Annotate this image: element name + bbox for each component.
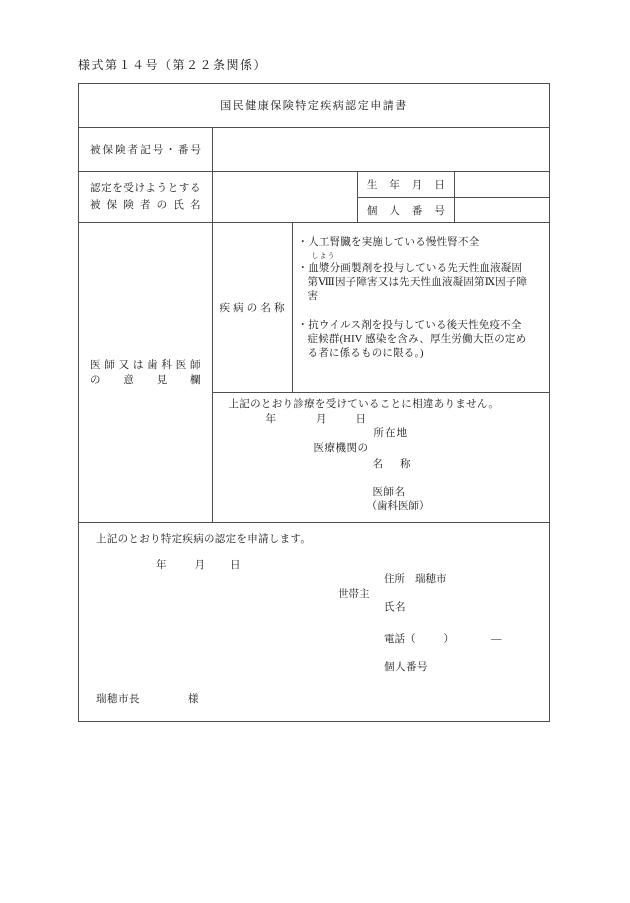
insured-symbol-label-cell [79,128,213,172]
doctor-name-label: 医師名 [372,487,406,499]
personal-number-label: 個人番号 [366,205,445,217]
institution-name-label-second: 称 [400,459,411,471]
disease-line: ・血漿分画製剤を投与している先天性血液凝固 [297,263,523,275]
dentist-label: （歯科医師） [366,501,430,513]
insured-name-label-cell [79,172,213,222]
disease-item-chronic-renal-failure [298,236,528,250]
disease-item-hemophilia [298,262,528,304]
insured-name-value-cell [213,172,358,222]
furigana-shou: しよう [311,252,336,261]
disease-line: ・抗ウイルス剤を投与している後天性免疫不全 [297,320,522,332]
disease-line: 症候群(HIV 感染を含み、厚生労働大臣の定め [307,334,527,346]
doctor-opinion-label-line1: 医師又は歯科医師 [90,359,201,371]
doctor-opinion-row [79,223,549,523]
attestation-date-year: 年 [265,414,276,426]
applicant-personal-number-label: 個人番号 [384,662,428,674]
attestation-cell [213,393,550,522]
phone-paren-close: ） [443,634,454,646]
insured-symbol-label: 被保険者記号・番号 [90,145,201,157]
attestation-date-month: 月 [316,414,327,426]
disease-name-label: 疾病の名称 [219,303,285,315]
doctor-opinion-right-block [213,223,550,522]
attestation-date [266,413,367,427]
insured-symbol-row [79,128,549,173]
disease-name-label-cell [213,223,293,392]
doctor-opinion-label-cell [79,223,213,522]
form-style-number: 様式第１４号（第２２条関係） [78,58,268,72]
address-label: 住所 [384,574,405,586]
addressee-line [96,693,199,707]
form-title-row [79,84,549,128]
phone-dash: ― [491,634,502,646]
application-row [79,523,549,721]
phone-line [384,633,502,647]
disease-item-aids [298,319,528,361]
householder-label: 世帯主 [338,589,370,601]
disease-name-subrow [213,223,550,393]
attestation-statement: 上記のとおり診療を受けていることに相違ありません。 [228,399,500,411]
disease-line: 第Ⅷ因子障害又は先天性血液凝固第Ⅸ因子障 [307,277,528,289]
phone-label: 電話（ [384,634,416,646]
insured-name-label-line1: 認定を受けようとする [90,183,201,195]
addressee-name: 瑞穂市長 [96,694,140,706]
application-form-table [78,83,550,722]
birth-date-label: 生年月日 [366,180,445,192]
address-line [384,573,447,587]
doctor-opinion-label-line2: の意見欄 [90,374,201,386]
birth-date-value-cell [455,172,549,196]
insured-name-row [79,172,549,223]
form-title: 国民健康保険特定疾病認定申請書 [220,100,408,113]
institution-location-label: 所在地 [373,428,408,440]
insured-name-right-block [358,172,549,222]
birth-date-label-cell [358,172,455,196]
addressee-honorific: 様 [188,694,199,706]
application-statement: 上記のとおり特定疾病の認定を申請します。 [96,534,312,546]
personal-number-subrow [358,198,549,222]
applicant-name-label: 氏名 [384,602,406,614]
birth-date-subrow [358,172,549,197]
application-date [156,559,241,573]
application-date-month: 月 [194,560,205,572]
institution-name-label-first: 名 [372,459,383,471]
application-date-day: 日 [230,560,241,572]
disease-line: る者に係るものに限る。) [307,348,424,360]
disease-line: ・人工腎臓を実施している慢性腎不全 [297,237,480,249]
institution-label: 医療機関の [313,443,369,455]
disease-list [293,223,550,392]
attestation-date-day: 日 [355,414,366,426]
application-date-year: 年 [156,560,167,572]
address-value: 瑞穂市 [415,574,447,586]
personal-number-label-cell [358,198,455,222]
disease-line: 害 [307,291,319,303]
personal-number-value-cell [455,198,549,222]
insured-symbol-value-cell [213,128,549,172]
institution-name-label [373,458,411,472]
insured-name-label-line2: 被保険者の氏名 [90,200,201,212]
